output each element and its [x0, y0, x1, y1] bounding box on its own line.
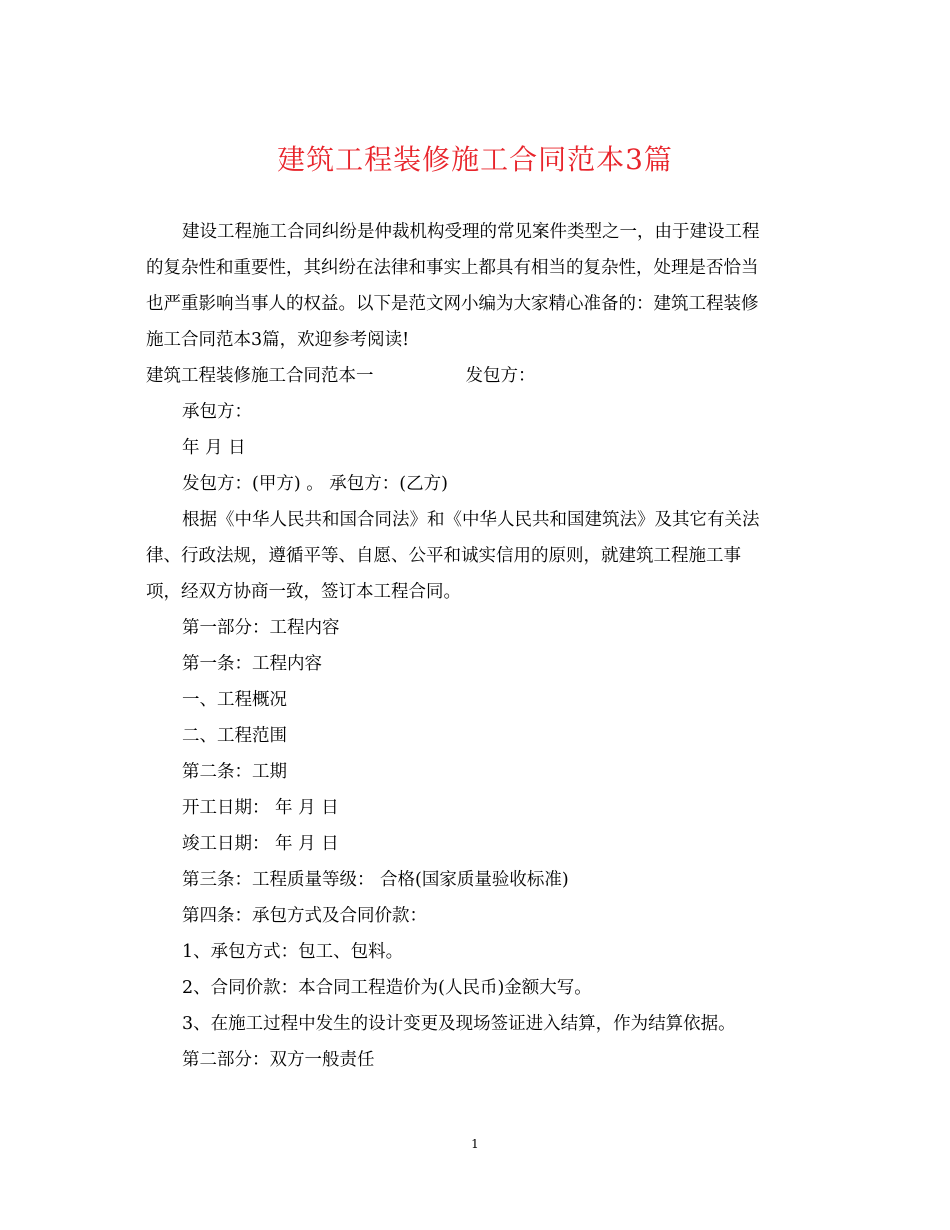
contract-line: 1、承包方式：包工、包料。: [182, 942, 404, 962]
contract-line: 第二条：工期: [182, 762, 287, 782]
document-title: 建筑工程装修施工合同范本3篇: [277, 143, 673, 176]
document-body: [146, 214, 806, 1078]
section-heading-line: [146, 358, 806, 394]
contract-line: 第一部分：工程内容: [182, 618, 340, 638]
contract-line: 二、工程范围: [182, 726, 287, 746]
contract-line: 第二部分：双方一般责任: [182, 1050, 375, 1070]
contract-line: 年 月 日: [182, 438, 246, 458]
section-heading: 建筑工程装修施工合同范本一: [146, 366, 374, 386]
contract-line: 第三条：工程质量等级： 合格(国家质量验收标准): [182, 870, 569, 890]
intro-line: 的复杂性和重要性，其纠纷在法律和事实上都具有相当的复杂性，处理是否恰当: [146, 258, 759, 278]
contract-line: 竣工日期： 年 月 日: [182, 834, 339, 854]
contract-line: 开工日期： 年 月 日: [182, 798, 339, 818]
page-number: 1: [471, 1137, 479, 1151]
contract-line: 2、合同价款：本合同工程造价为(人民币)金额大写。: [182, 978, 592, 998]
contract-line: 3、在施工过程中发生的设计变更及现场签证进入结算，作为结算依据。: [182, 1014, 736, 1034]
intro-line: 建设工程施工合同纠纷是仲裁机构受理的常见案件类型之一，由于建设工程: [182, 222, 760, 242]
intro-line: 施工合同范本3篇，欢迎参考阅读!: [146, 330, 410, 350]
contract-line: 发包方：(甲方) 。 承包方：(乙方): [182, 474, 448, 494]
contract-line: 第一条：工程内容: [182, 654, 322, 674]
contract-line: 承包方：: [182, 402, 252, 422]
contract-line: 第四条：承包方式及合同价款：: [182, 906, 427, 926]
basis-line: 项，经双方协商一致，签订本工程合同。: [146, 582, 461, 602]
basis-line: 律、行政法规，遵循平等、自愿、公平和诚实信用的原则，就建筑工程施工事: [146, 546, 741, 566]
contract-line: 一、工程概况: [182, 690, 287, 710]
intro-line: 也严重影响当事人的权益。以下是范文网小编为大家精心准备的：建筑工程装修: [146, 294, 759, 314]
basis-line: 根据《中华人民共和国合同法》和《中华人民共和国建筑法》及其它有关法: [182, 510, 760, 530]
section-heading-party: 发包方：: [465, 366, 536, 386]
